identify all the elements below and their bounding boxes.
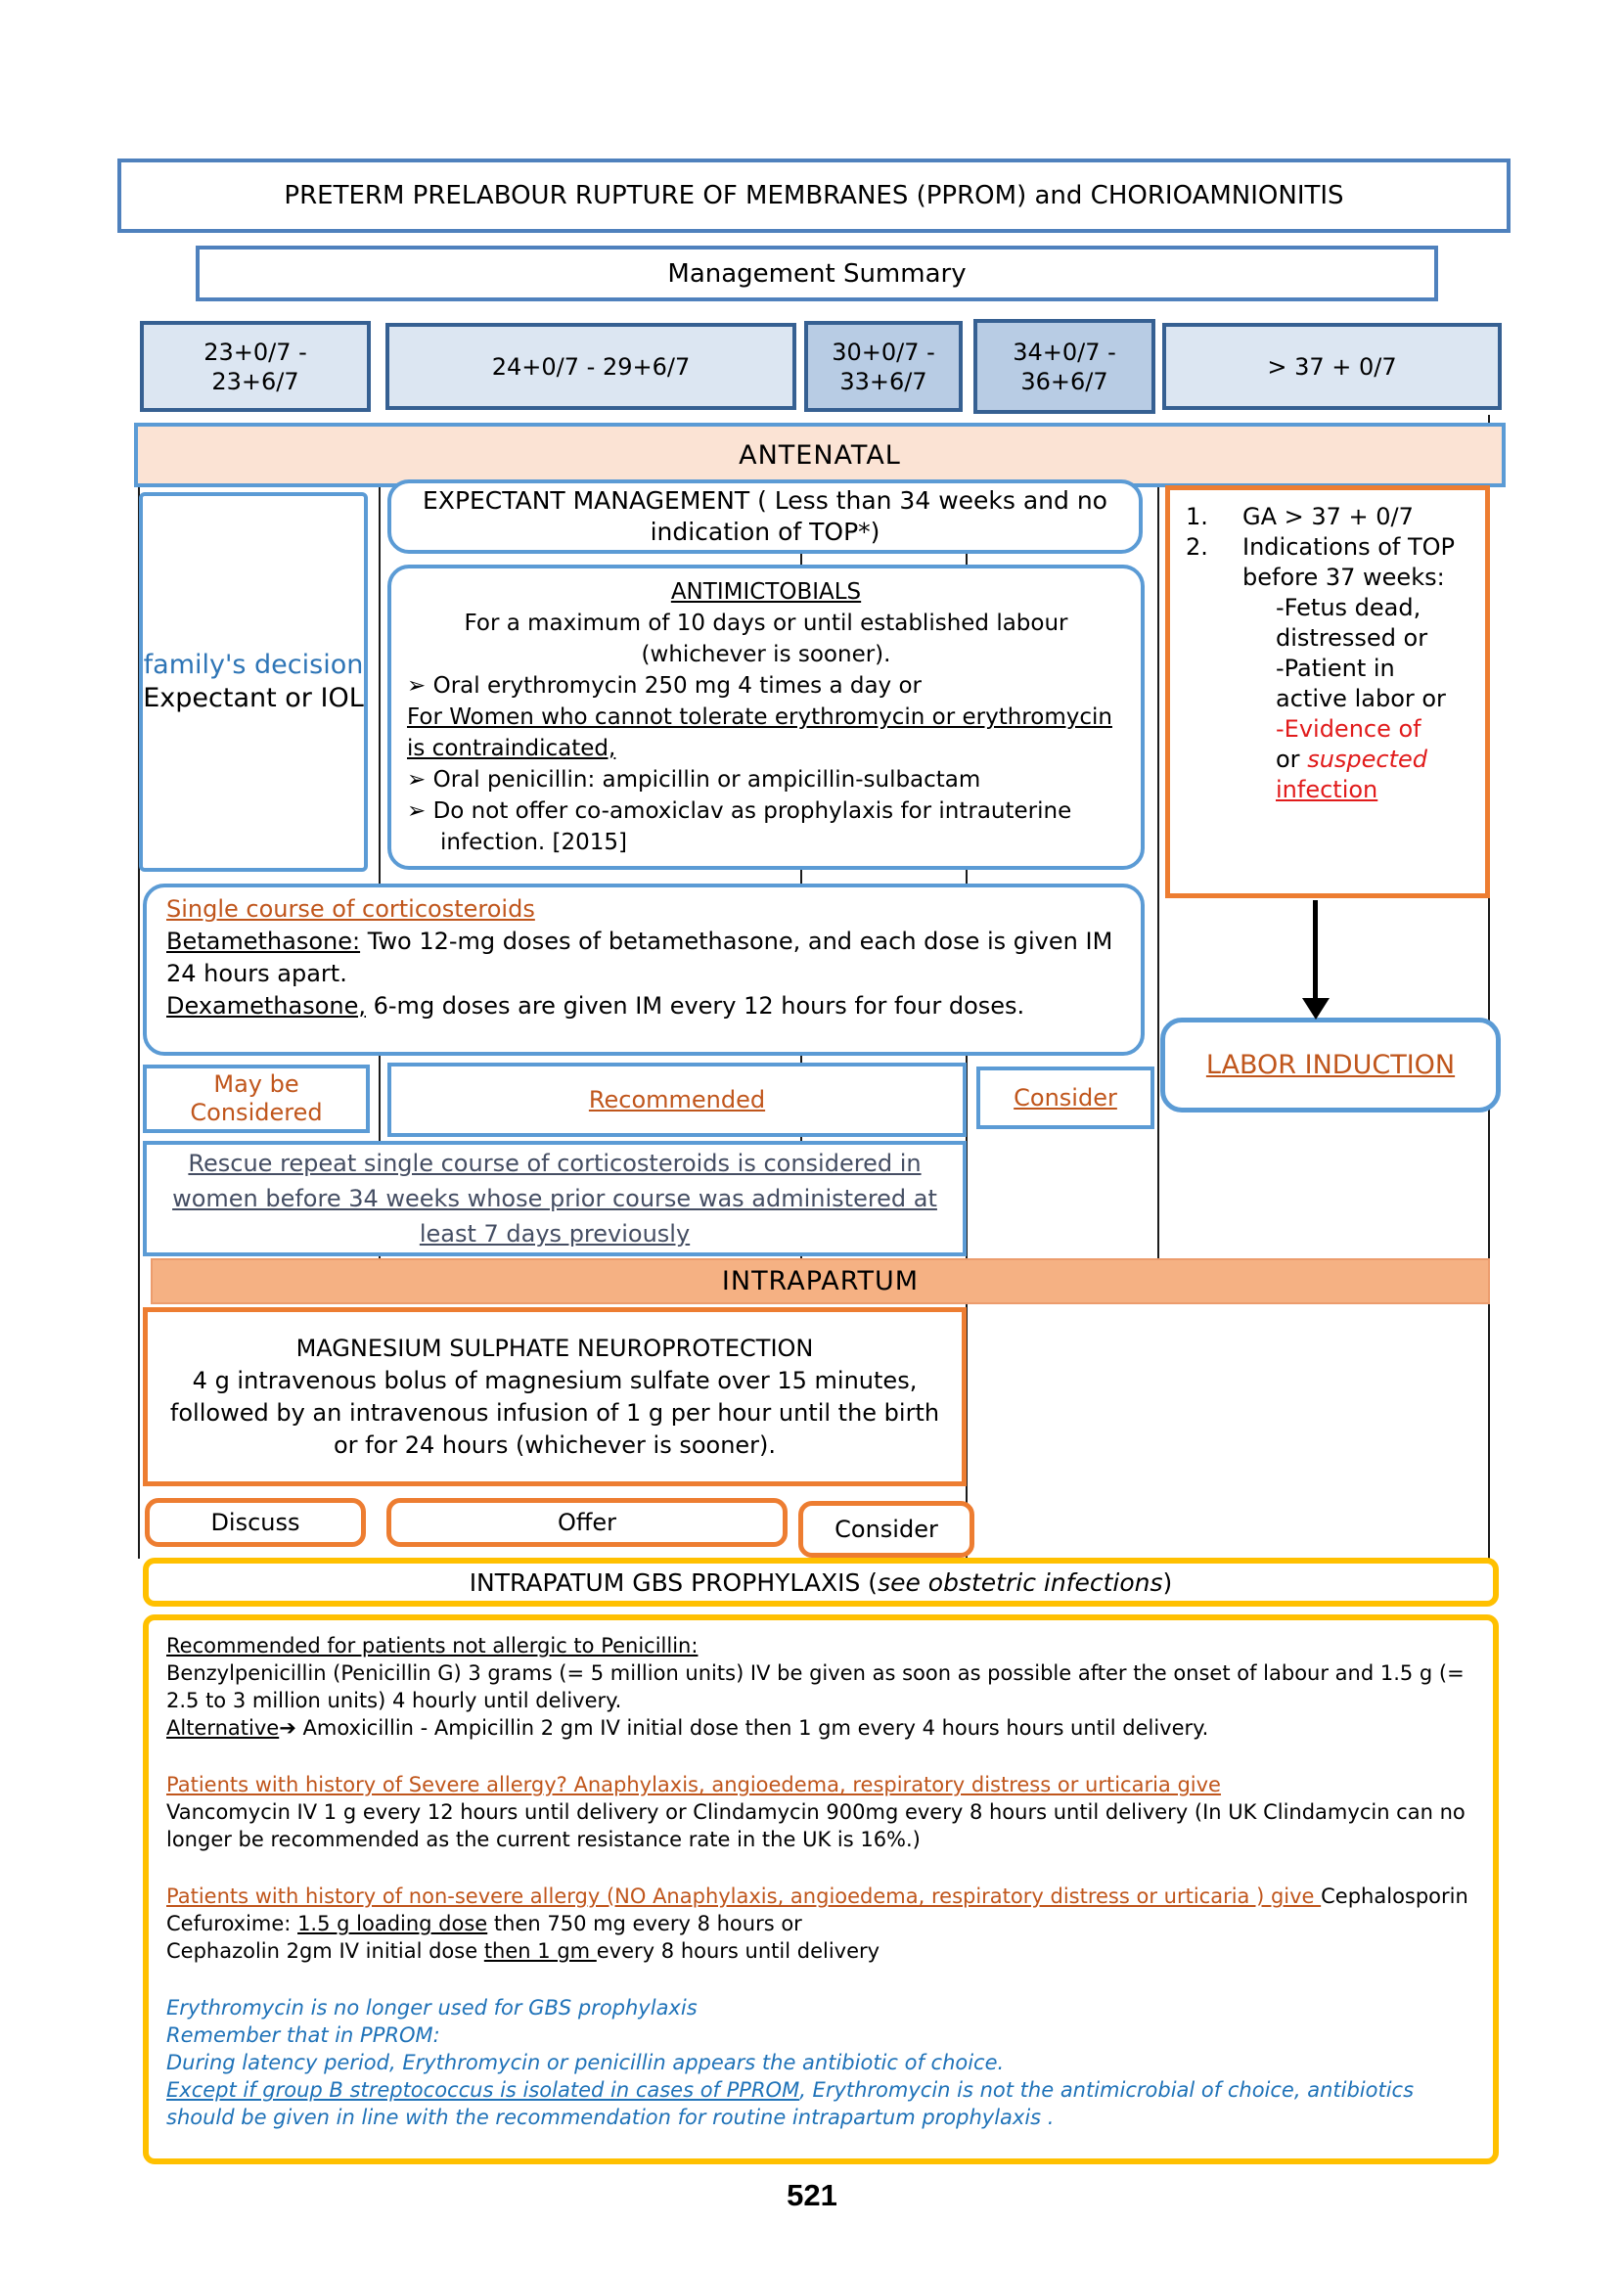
labor-induction-box: LABOR INDUCTION (1160, 1018, 1501, 1112)
gbs-severe-heading: Patients with history of Severe allergy? Anaphylaxis, angioedema, respiratory distress or urticaria give (166, 1773, 1221, 1796)
gbs-no-allergy-heading: Recommended for patients not allergic to Penicillin: (166, 1634, 699, 1657)
antenatal-band: ANTENATAL (134, 423, 1506, 487)
table-grid-line (1157, 486, 1159, 1259)
week-range-30-33: 30+0/7 - 33+6/7 (804, 321, 963, 412)
magnesium-box (143, 1307, 967, 1486)
antimicrobials-underlined-note: For Women who cannot tolerate erythromycin or erythromycin is contraindicated, (407, 704, 1112, 761)
antimicrobials-bullet-3: ➢ Do not offer co-amoxiclav as prophylaxis for intrauterine infection. [2015] (407, 798, 1072, 855)
consider-intrapartum-box: Consider (798, 1501, 974, 1558)
down-arrow-shaft (1313, 900, 1318, 1002)
family-decision-options: Expectant or IOL (143, 683, 364, 713)
gbs-cephazolin-line: Cephazolin 2gm IV initial dose then 1 gm every 8 hours until delivery (166, 1939, 880, 1963)
gbs-erythromycin-notes (166, 1994, 1475, 2131)
corticosteroids-heading: Single course of corticosteroids (166, 895, 535, 923)
subtitle: Management Summary (667, 258, 967, 289)
week-range-23: 23+0/7 - 23+6/7 (140, 321, 371, 412)
gbs-non-severe-heading-line: Patients with history of non-severe allergy (NO Anaphylaxis, angioedema, respiratory distress or urticaria ) give Cephalosporin Cefuroxime: 1.5 g loading dose then 750 mg every 8 hours or (166, 1884, 1468, 1935)
down-arrow-icon (1302, 998, 1330, 1020)
subtitle-box (196, 246, 1438, 301)
gbs-header-title: INTRAPATUM GBS PROPHYLAXIS (see obstetric infections) (469, 1567, 1173, 1597)
top-item-2: 2. Indications of TOP before 37 weeks: (1186, 533, 1455, 591)
gbs-severe-allergy-section (166, 1771, 1475, 1853)
gbs-alternative-line: Alternative➔ Amoxicillin - Ampicillin 2 gm IV initial dose then 1 gm every 4 hours hours until delivery. (166, 1716, 1209, 1740)
antimicrobials-intro: For a maximum of 10 days or until established labour (whichever is sooner). (464, 611, 1068, 667)
gbs-severe-body: Vancomycin IV 1 g every 12 hours until delivery or Clindamycin 900mg every 8 hours until delivery (In UK Clindamycin can no longer be recommended as the current resistance rate in the UK is 16%.) (166, 1800, 1466, 1851)
antimicrobials-bullet-1: ➢ Oral erythromycin 250 mg 4 times a day or (407, 673, 923, 699)
magnesium-heading: MAGNESIUM SULPHATE NEUROPROTECTION (295, 1334, 814, 1362)
top-sub-evidence: -Evidence of (1276, 715, 1421, 743)
gbs-no-allergy-section (166, 1632, 1475, 1742)
betamethasone-line: Betamethasone: Two 12-mg doses of betamethasone, and each dose is given IM 24 hours apart. (166, 928, 1113, 987)
page-title: PRETERM PRELABOUR RUPTURE OF MEMBRANES (PPROM) and CHORIOAMNIONITIS (284, 181, 1344, 210)
gbs-body-box (143, 1614, 1499, 2164)
recommended-box: Recommended (387, 1063, 967, 1137)
week-range-24-29: 24+0/7 - 29+6/7 (385, 323, 796, 410)
corticosteroids-box (143, 884, 1145, 1056)
magnesium-body: 4 g intravenous bolus of magnesium sulfate over 15 minutes, followed by an intravenous infusion of 1 g per hour until the birth or for 24 hours (whichever is sooner). (169, 1366, 940, 1459)
top-sub-1: -Fetus dead, distressed or (1276, 594, 1428, 652)
arrow-icon: ➔ (279, 1716, 296, 1740)
week-range-34-36: 34+0/7 - 36+6/7 (973, 319, 1155, 414)
gbs-no-allergy-body: Benzylpenicillin (Penicillin G) 3 grams (= 5 million units) IV be given as soon as possible after the onset of labour and 1.5 g (= 2.5 to 3 million units) 4 hourly until delivery. (166, 1661, 1465, 1712)
discuss-box: Discuss (145, 1498, 366, 1547)
top-indications-box (1165, 485, 1490, 898)
consider-antenatal-box: Consider (976, 1067, 1154, 1129)
bullet-icon: ➢ (407, 767, 427, 793)
top-sub-suspected: or suspected (1276, 746, 1428, 773)
title-box (117, 159, 1511, 233)
gbs-note-1: Erythromycin is no longer used for GBS prophylaxis (166, 1996, 698, 2020)
may-be-considered-box: May be Considered (143, 1065, 370, 1133)
bullet-icon: ➢ (407, 798, 427, 824)
gbs-note-4: Except if group B streptococcus is isolated in cases of PPROM, Erythromycin is not the antimicrobial of choice, antibiotics should be given in line with the recommendation for routine intrapartum prophylaxis . (166, 2078, 1415, 2129)
family-decision-box (139, 492, 368, 872)
antimicrobials-heading: ANTIMICTOBIALS (670, 579, 862, 605)
gbs-note-2: Remember that in PPROM: (166, 2023, 440, 2047)
gbs-header-box (143, 1558, 1499, 1607)
intrapartum-band: INTRAPARTUM (151, 1258, 1490, 1304)
bullet-icon: ➢ (407, 673, 427, 699)
family-decision-label: family's decision (143, 650, 364, 681)
antimicrobials-bullet-2: ➢ Oral penicillin: ampicillin or ampicillin-sulbactam (407, 767, 981, 793)
rescue-course-box: Rescue repeat single course of corticosteroids is considered in women before 34 weeks whose prior course was administered at least 7 days previously (143, 1141, 967, 1256)
expectant-management-box: EXPECTANT MANAGEMENT ( Less than 34 weeks and no indication of TOP*) (387, 479, 1143, 554)
top-sub-infection: infection (1276, 776, 1378, 803)
top-item-1: 1. GA > 37 + 0/7 (1186, 503, 1414, 530)
top-sub-2: -Patient in active labor or (1276, 655, 1446, 712)
week-range-37plus: > 37 + 0/7 (1162, 323, 1502, 410)
dexamethasone-line: Dexamethasone, 6-mg doses are given IM every 12 hours for four doses. (166, 992, 1025, 1020)
page-number: 521 (787, 2178, 837, 2212)
gbs-non-severe-allergy-section (166, 1883, 1475, 1965)
antimicrobials-box (387, 565, 1145, 870)
offer-box: Offer (386, 1498, 788, 1547)
gbs-note-3: During latency period, Erythromycin or penicillin appears the antibiotic of choice. (166, 2051, 1005, 2074)
